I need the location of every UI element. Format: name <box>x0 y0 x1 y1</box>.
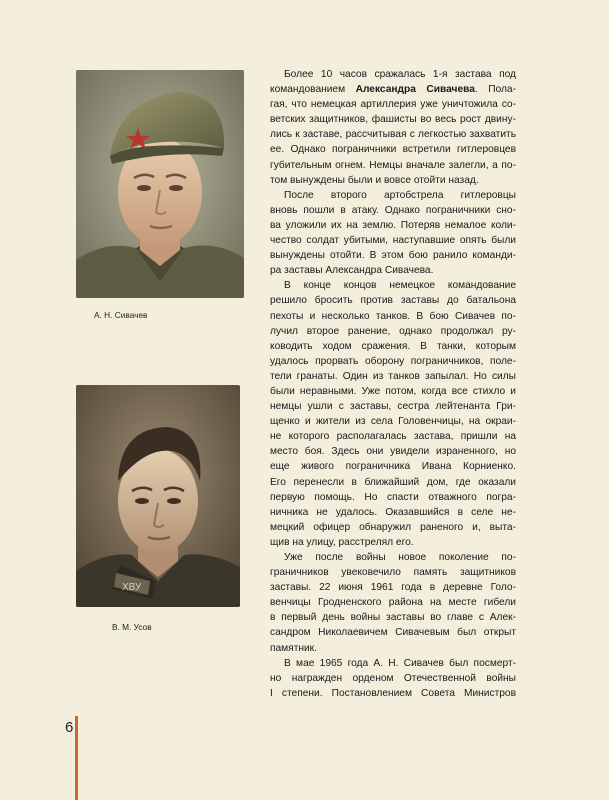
text-line: памятник. <box>270 642 317 654</box>
text-line: Более 10 часов сражалась 1-я застава под <box>284 69 516 80</box>
text-line: место боя. Здесь они увидели израненного, но <box>270 446 516 458</box>
text-line: но награжден орденом Отечественной войны <box>270 672 516 684</box>
page-number: 6 <box>65 719 74 736</box>
text-line: лучил второе ранение, однако продолжал ру- <box>270 325 516 337</box>
text-line: Его перенесли в ближайший дом, где оказали <box>270 476 516 488</box>
paragraph <box>270 278 516 550</box>
text-line: вновь пошли в атаку. Однако пограничники сно- <box>270 204 516 216</box>
text-line: немцы ушли с заставы, сестра лейтенанта Гри- <box>270 401 516 413</box>
text-line: После второго артобстрела гитлеровцы <box>284 189 516 201</box>
text-line: ководить ходом сражения. В танки, которым <box>270 340 516 352</box>
text-line: командованием Александра Сивачева. Пола- <box>270 84 516 96</box>
paragraph <box>270 550 516 656</box>
text-line: были неравными. Уже потом, когда все стихло и <box>270 385 516 397</box>
portrait-photo-sivachev <box>76 70 244 298</box>
text-line: Уже после войны новое поколение по- <box>284 552 516 563</box>
text-line: пехоты и несколько танков. В бою Сивачев по- <box>270 310 516 322</box>
text-line: ветских защитников, фашисты во весь рост двину- <box>270 114 516 126</box>
text-line: мецкий офицер обнаружил раненого и, выта- <box>270 521 516 533</box>
text-line: еще живого пограничника Ивана Корниенко. <box>270 461 516 473</box>
text-line: вынуждены отойти. В этом бою ранило команди- <box>270 250 516 262</box>
text-line: ничника не удалось. Оказавшийся в селе не- <box>270 506 516 518</box>
text-line: не которого располагалась застава, пришли на <box>270 431 516 443</box>
text-line: решило бросить против заставы до батальона <box>270 295 516 307</box>
text-line: щив на улицу, расстрелял его. <box>270 536 414 548</box>
text-line: том вынуждены были и вовсе отойти назад. <box>270 174 479 186</box>
text-line: венчицы Гродненского района на месте гибели <box>270 597 516 609</box>
commander-name: Александра Сивачева <box>355 84 475 96</box>
collar-insignia: ХВУ <box>122 582 142 593</box>
text-line: сандром Николаевичем Сивачевым был открыт <box>270 627 516 639</box>
text-line: В конце концов немецкое командование <box>284 280 516 292</box>
text-line: ва уложили их на землю. Потеряв немалое коли- <box>270 219 516 231</box>
text-line: губительным огнем. Немцы вначале залегли, а по- <box>270 159 516 171</box>
text-line: граничников увековечило память защитников <box>270 567 516 579</box>
text-line: в первый день войны заставы во главе с Алек- <box>270 612 516 624</box>
text-line: ра заставы Александра Сивачева. <box>270 265 434 277</box>
text-line: удалось прорвать оборону пограничников, поле- <box>270 355 516 367</box>
photo-caption-usov: В. М. Усов <box>112 622 152 632</box>
text-line: заставы. 22 июня 1961 года в деревне Голо- <box>270 582 516 594</box>
text-line: лись к заставе, рассчитывая с легкостью захватить <box>270 129 516 141</box>
text-line: первую помощь. Но спасти отважного погра- <box>270 491 516 503</box>
paragraph <box>270 67 516 188</box>
article-text <box>270 67 516 701</box>
photo-caption-sivachev: А. Н. Сивачев <box>94 310 148 320</box>
text-line: чество солдат убитыми, наступавшие опять были <box>270 235 516 247</box>
text-line: щенко и жители из села Головенчицы, на окраи- <box>270 416 516 428</box>
text-line: гая, что немецкая артиллерия уже уничтожила со- <box>270 99 516 111</box>
text-line: тели гранаты. Один из танков запылал. Но силы <box>270 370 516 382</box>
text-line: I степени. Постановлением Совета Министров <box>270 687 516 699</box>
paragraph <box>270 188 516 279</box>
text-line: В мае 1965 года А. Н. Сивачев был посмерт- <box>284 657 516 669</box>
portrait-photo-usov <box>76 385 240 607</box>
paragraph <box>270 656 516 701</box>
portrait-image <box>76 70 244 298</box>
text-line: ее. Однако пограничники встретили гитлеровцев <box>270 144 516 156</box>
page-number-rule <box>75 716 78 800</box>
portrait-image <box>76 385 240 607</box>
